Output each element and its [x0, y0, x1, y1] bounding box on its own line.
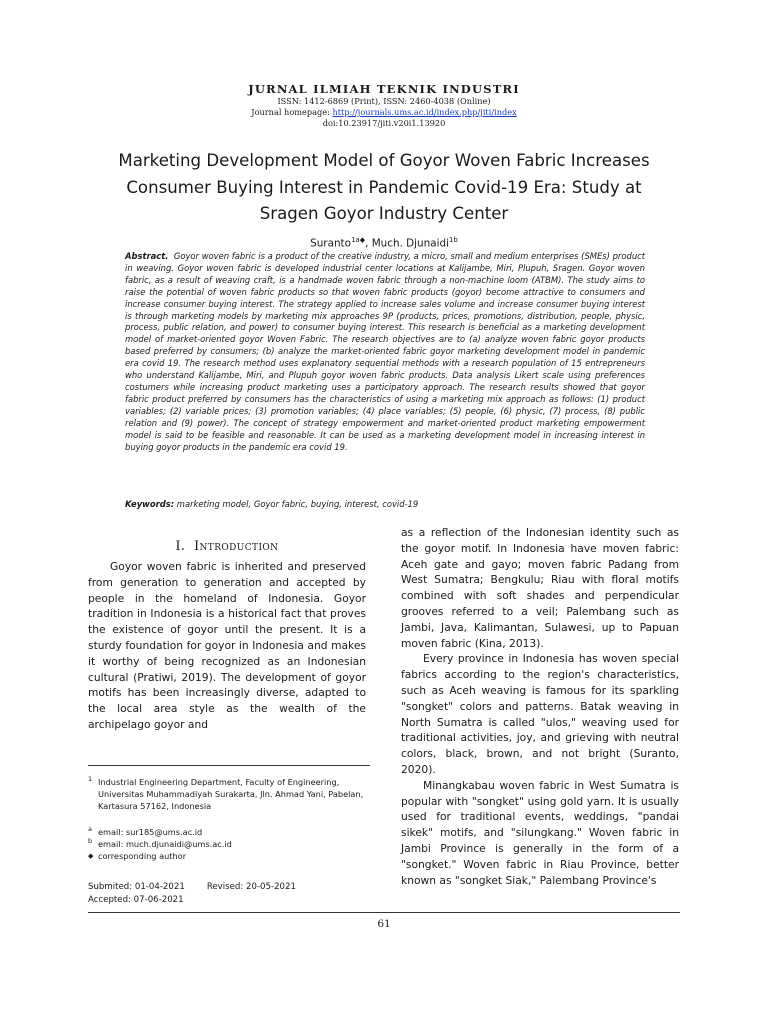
paper-title: Marketing Development Model of Goyor Woven Fabric Increases Consumer Buying Interest in Pandemic Covid-19 Era: Study at Sragen Goyor Industry Center	[118, 151, 650, 223]
journal-doi: doi:10.23917/jiti.v20i1.13920	[322, 118, 446, 128]
author-name: Suranto	[310, 237, 351, 250]
body-paragraph: Every province in Indonesia has woven special fabrics according to the region's characteristics, such as Aceh weaving is famous for its sparkling "songket" colors and patterns. Batak weaving in North Sumatra is called "ulos," weaving used for traditional activities, joy, and grieving with neutral colors, black, brown, and not bright (Suranto, 2020).	[401, 652, 679, 776]
submitted-date: Submited: 01-04-2021	[88, 882, 185, 892]
right-column	[401, 525, 679, 888]
page-footer-divider	[88, 912, 680, 913]
body-paragraph: Minangkabau woven fabric in West Sumatra is popular with "songket" using gold yarn. It is usually used for traditional events, weddings, "pandai sikek" motifs, and "silungkang." Woven fabric in Jambi Province is generally in the form of a "songket." Woven fabric in Riau Province, better known as "songket Siak," Palembang Province's	[401, 778, 679, 887]
affiliation-note	[88, 776, 378, 813]
abstract	[125, 251, 645, 453]
submitted-revised-line	[88, 881, 378, 894]
section-title: Introduction	[194, 538, 279, 553]
revised-date: Revised: 20-05-2021	[206, 882, 296, 892]
diamond-icon: ◆	[88, 852, 94, 861]
email-note	[88, 838, 378, 850]
left-column	[88, 559, 366, 733]
page-number: 61	[377, 918, 391, 930]
author-name: Much. Djunaidi	[371, 237, 449, 250]
footnote-mark: b	[88, 836, 93, 845]
keywords-label: Keywords:	[125, 499, 175, 509]
journal-header	[0, 82, 768, 129]
section-heading	[88, 538, 366, 553]
journal-homepage-link[interactable]: http://journals.ums.ac.id/index.php/jiti/index	[332, 107, 517, 117]
author-separator: ,	[365, 237, 372, 250]
footnote-mark: a	[88, 824, 92, 833]
footnotes	[88, 776, 378, 862]
footnote-divider	[88, 765, 370, 766]
abstract-label: Abstract.	[125, 251, 169, 261]
journal-issn: ISSN: 1412-6869 (Print), ISSN: 2460-4038 (Online)	[277, 96, 491, 106]
author-affiliation-mark: 1a◆	[350, 236, 366, 244]
email-note	[88, 826, 378, 838]
section-numeral: I.	[175, 538, 186, 553]
corresponding-note	[88, 850, 378, 862]
accepted-date: Accepted: 07-06-2021	[88, 895, 184, 905]
body-paragraph: as a reflection of the Indonesian identity such as the goyor motif. In Indonesia have moven fabric: Aceh gate and gayo; moven fabric Padang from West Sumatra; Bengkulu; Riau with floral motifs combined with soft shades and perpendicular grooves referred to a veil; Palembang such as Jambi, Java, Kalimantan, Sulawesi, up to Papuan moven fabric (Kina, 2013).	[401, 526, 679, 650]
keywords	[125, 498, 645, 510]
author-affiliation-mark: 1b	[448, 236, 458, 244]
submission-dates	[88, 881, 378, 907]
abstract-text: Goyor woven fabric is a product of the creative industry, a micro, small and medium enterprises (SMEs) product in weaving. Goyor woven fabric is developed industrial center locations at Kalijambe, Miri, Plupuh, Sragen. Goyor woven fabric, as a result of weaving craft, is a handmade woven fabric through a non-machine loom (ATBM). The study aims to raise the potential of woven fabric products so that woven fabric products (goyor) become attractive to consumers and increase consumer buying interest. The strategy applied to increase sales volume and increase consumer buying interest is through marketing models by marketing mix approaches 9P (products, prices, promotions, distribution, people, physic, process, public relation, and power) to consumer buying interest. This research is beneficial as a marketing development model of market-oriented goyor Woven Fabric. The research objectives are to (a) analyze woven fabric goyor products based preferred by consumers; (b) analyze the market-oriented fabric goyor marketing development model in pandemic era covid 19. The research method uses explanatory sequential methods with a research population of 15 entrepreneurs who understand Kalijambe, Miri, and Plupuh goyor woven fabric products. Data analysis Likert scale using preferences costumers while increasing product marketing uses a participatory approach. The research results showed that goyor fabric product preferred by consumers has the characteristics of using a marketing mix approach as follows: (1) product variables; (2) variable prices; (3) promotion variables; (4) place variables; (5) people, (6) physic, (7) process, (8) public relation and (9) power). The concept of strategy empowerment and market-oriented product marketing empowerment model is said to be feasible and reasonable. It can be used as a marketing development model in increasing interest in buying goyor products in the pandemic era covid 19.	[125, 251, 646, 452]
author-list	[0, 233, 768, 250]
keywords-text: marketing model, Goyor fabric, buying, interest, covid-19	[176, 499, 419, 509]
corresponding-text: corresponding author	[98, 851, 187, 862]
footnote-mark: 1	[88, 775, 93, 783]
email-text: email: sur185@ums.ac.id	[98, 826, 203, 837]
email-text: email: much.djunaidi@ums.ac.id	[98, 838, 232, 849]
journal-homepage	[0, 107, 768, 118]
journal-name: JURNAL ILMIAH TEKNIK INDUSTRI	[248, 82, 520, 96]
body-paragraph: Goyor woven fabric is inherited and preserved from generation to generation and accepted by people in the homeland of Indonesia. Goyor tradition in Indonesia is a historical fact that proves the existence of goyor until the present. It is a sturdy foundation for goyor in Indonesia and makes it worthy of being recognized as an Indonesian cultural (Pratiwi, 2019). The development of goyor motifs has been increasingly diverse, adapted to the local area style as the wealth of the archipelago goyor and	[88, 560, 366, 731]
journal-homepage-label: Journal homepage:	[251, 107, 333, 117]
affiliation-text: Industrial Engineering Department, Faculty of Engineering, Universitas Muhammadiyah Surakarta, Jln. Ahmad Yani, Pabelan, Kartasura 57162, Indonesia	[98, 777, 364, 812]
